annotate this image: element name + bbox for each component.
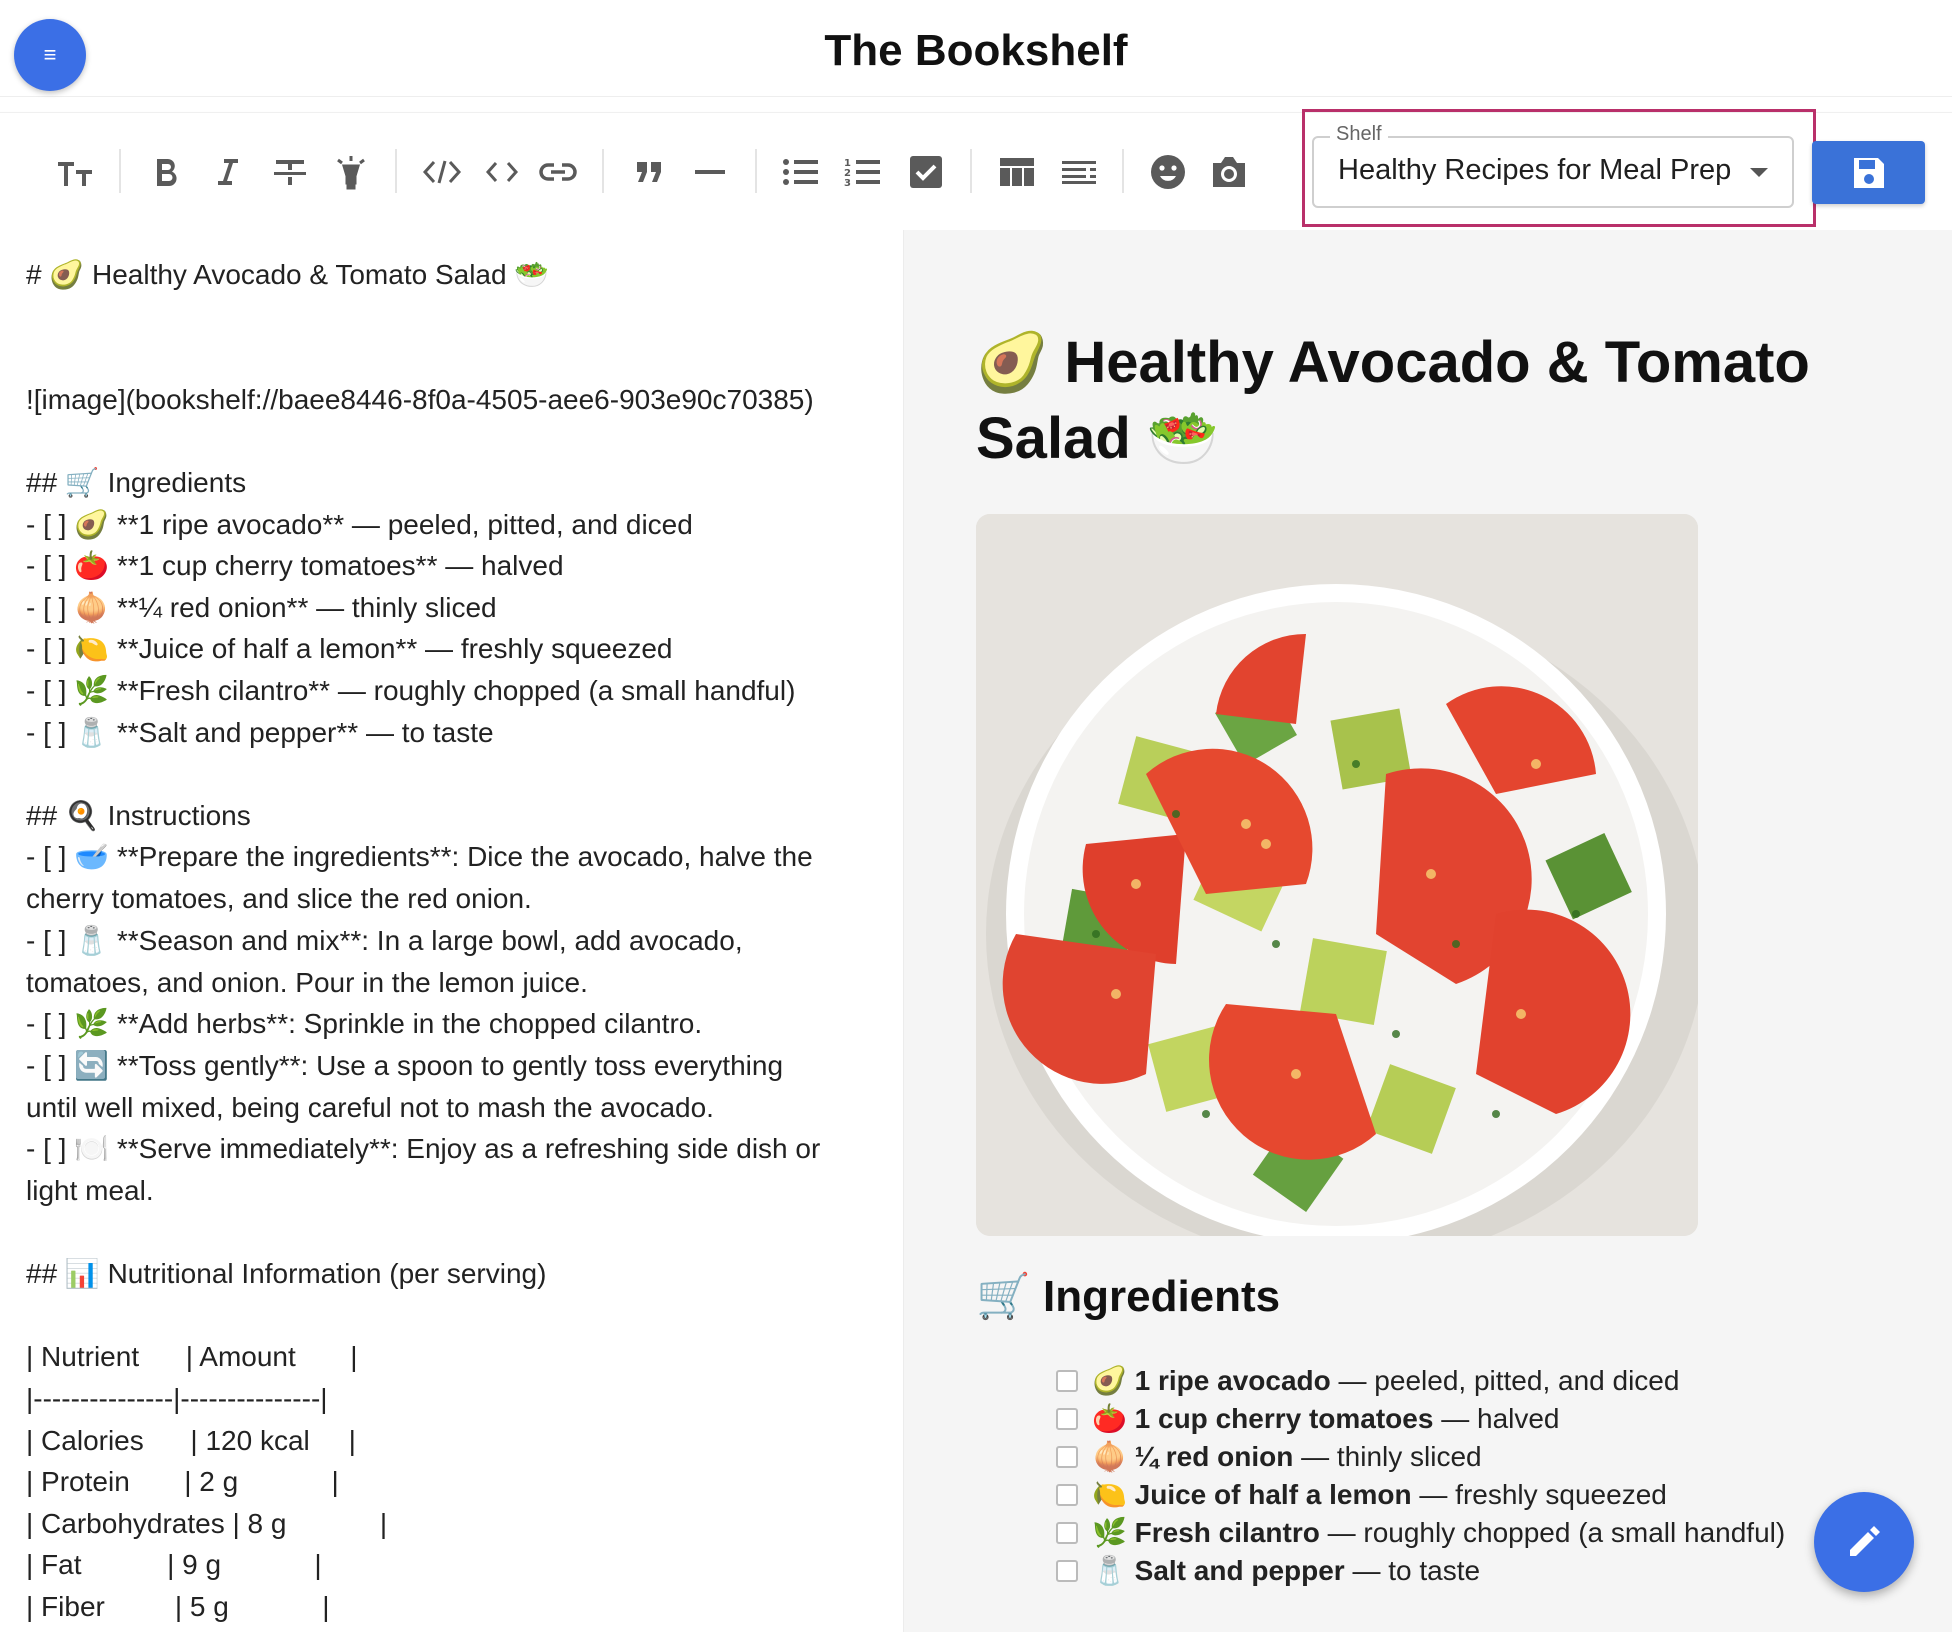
editor-line[interactable]: until well mixed, being careful not to mash the avocado.: [26, 1092, 714, 1123]
item-name: Juice of half a lemon: [1134, 1479, 1412, 1510]
ingredients-list: [1056, 1362, 1785, 1590]
svg-text:2: 2: [844, 168, 851, 179]
ingredients-heading: 🛒 Ingredients: [976, 1272, 1281, 1321]
checkbox[interactable]: [1056, 1484, 1078, 1506]
align-icon[interactable]: [1058, 147, 1100, 197]
checkbox[interactable]: [1056, 1370, 1078, 1392]
item-emoji: 🧂: [1092, 1555, 1127, 1586]
code-block-icon[interactable]: [420, 147, 464, 197]
item-detail: — halved: [1433, 1403, 1560, 1434]
table-icon[interactable]: [996, 147, 1038, 197]
recipe-image: [976, 514, 1698, 1236]
editor-line[interactable]: - [ ] 🥑 **1 ripe avocado** — peeled, pitted, and diced: [26, 509, 693, 540]
edit-button[interactable]: [1814, 1492, 1914, 1592]
item-emoji: 🌿: [1092, 1517, 1127, 1548]
editor-line[interactable]: # 🥑 Healthy Avocado & Tomato Salad 🥗: [26, 259, 550, 290]
save-icon: [1851, 155, 1887, 191]
strikethrough-icon[interactable]: [270, 147, 310, 197]
editor-line[interactable]: - [ ] 🧂 **Salt and pepper** — to taste: [26, 717, 494, 748]
app-header: [0, 0, 1952, 97]
item-name: 1 ripe avocado: [1134, 1365, 1331, 1396]
editor-line[interactable]: - [ ] 🌿 **Fresh cilantro** — roughly chopped (a small handful): [26, 675, 796, 706]
item-emoji: 🍅: [1092, 1403, 1127, 1434]
item-emoji: 🥑: [1092, 1365, 1127, 1396]
editor-line[interactable]: - [ ] 🍋 **Juice of half a lemon** — freshly squeezed: [26, 633, 673, 664]
editor-line[interactable]: |---------------|---------------|: [26, 1383, 328, 1414]
markdown-preview: [904, 230, 1952, 1632]
save-button[interactable]: [1812, 141, 1925, 204]
editor-line[interactable]: | Fat | 9 g |: [26, 1549, 322, 1580]
heading-icon[interactable]: [54, 147, 98, 197]
item-name: 1 cup cherry tomatoes: [1134, 1403, 1434, 1434]
item-detail: — thinly sliced: [1293, 1441, 1482, 1472]
shelf-label: Shelf: [1330, 123, 1388, 146]
editor-line[interactable]: | Carbohydrates | 8 g |: [26, 1508, 388, 1539]
item-detail: — to taste: [1344, 1555, 1481, 1586]
checklist-icon[interactable]: [906, 147, 946, 197]
checkbox[interactable]: [1056, 1560, 1078, 1582]
link-icon[interactable]: [536, 147, 580, 197]
bold-icon[interactable]: [150, 147, 184, 197]
editor-line[interactable]: - [ ] 🍽️ **Serve immediately**: Enjoy as a refreshing side dish or: [26, 1133, 821, 1164]
list-item: [1056, 1552, 1785, 1590]
app-title: The Bookshelf: [824, 26, 1128, 75]
chevron-down-icon[interactable]: [1750, 168, 1768, 177]
svg-text:1: 1: [844, 158, 851, 169]
editor-line[interactable]: ## 🍳 Instructions: [26, 800, 251, 831]
emoji-icon[interactable]: [1148, 147, 1188, 197]
editor-line[interactable]: ![image](bookshelf://baee8446-8f0a-4505-aee6-903e90c70385): [26, 384, 814, 415]
list-item: [1056, 1400, 1785, 1438]
numbered-list-icon[interactable]: [842, 147, 884, 197]
editor-line[interactable]: cherry tomatoes, and slice the red onion.: [26, 883, 532, 914]
editor-line[interactable]: | Nutrient | Amount |: [26, 1341, 358, 1372]
item-detail: — peeled, pitted, and diced: [1330, 1365, 1680, 1396]
item-detail: — freshly squeezed: [1411, 1479, 1667, 1510]
bullet-list-icon[interactable]: [780, 147, 822, 197]
item-emoji: 🍋: [1092, 1479, 1127, 1510]
item-emoji: 🧅: [1092, 1441, 1127, 1472]
list-item: [1056, 1362, 1785, 1400]
quote-icon[interactable]: [632, 147, 666, 197]
editor-line[interactable]: | Calories | 120 kcal |: [26, 1425, 356, 1456]
editor-line[interactable]: - [ ] 🌿 **Add herbs**: Sprinkle in the chopped cilantro.: [26, 1008, 703, 1039]
list-item: [1056, 1476, 1785, 1514]
editor-line[interactable]: | Fiber | 5 g |: [26, 1591, 330, 1622]
item-name: ¼ red onion: [1134, 1441, 1294, 1472]
item-detail: — roughly chopped (a small handful): [1319, 1517, 1786, 1548]
editor-line[interactable]: - [ ] 🧂 **Season and mix**: In a large bowl, add avocado,: [26, 925, 743, 956]
italic-icon[interactable]: [210, 147, 244, 197]
shelf-value: Healthy Recipes for Meal Prep: [1338, 154, 1732, 186]
list-item: [1056, 1514, 1785, 1552]
editor-line[interactable]: - [ ] 🥣 **Prepare the ingredients**: Dice the avocado, halve the: [26, 841, 813, 872]
editor-line[interactable]: - [ ] 🔄 **Toss gently**: Use a spoon to gently toss everything: [26, 1050, 784, 1081]
markdown-editor[interactable]: [0, 230, 904, 1632]
editor-line[interactable]: light meal.: [26, 1175, 154, 1206]
preview-title: 🥑 Healthy Avocado & Tomato Salad 🥗: [976, 330, 1810, 471]
item-name: Salt and pepper: [1134, 1555, 1345, 1586]
svg-text:3: 3: [844, 178, 851, 188]
checkbox[interactable]: [1056, 1522, 1078, 1544]
item-name: Fresh cilantro: [1134, 1517, 1320, 1548]
horizontal-rule-icon[interactable]: [692, 147, 728, 197]
editor-toolbar: [0, 112, 1952, 232]
editor-line[interactable]: | Protein | 2 g |: [26, 1466, 339, 1497]
list-item: [1056, 1438, 1785, 1476]
inline-code-icon[interactable]: [482, 147, 522, 197]
checkbox[interactable]: [1056, 1408, 1078, 1430]
camera-icon[interactable]: [1208, 147, 1250, 197]
editor-line[interactable]: - [ ] 🍅 **1 cup cherry tomatoes** — halved: [26, 550, 564, 581]
pencil-icon: [1844, 1522, 1884, 1562]
checkbox[interactable]: [1056, 1446, 1078, 1468]
menu-icon: ≡: [43, 42, 57, 67]
editor-line[interactable]: tomatoes, and onion. Pour in the lemon juice.: [26, 967, 588, 998]
editor-line[interactable]: ## 🛒 Ingredients: [26, 467, 247, 498]
editor-line[interactable]: ## 📊 Nutritional Information (per serving): [26, 1258, 547, 1289]
highlight-icon[interactable]: [332, 147, 370, 197]
editor-line[interactable]: - [ ] 🧅 **¼ red onion** — thinly sliced: [26, 592, 497, 623]
